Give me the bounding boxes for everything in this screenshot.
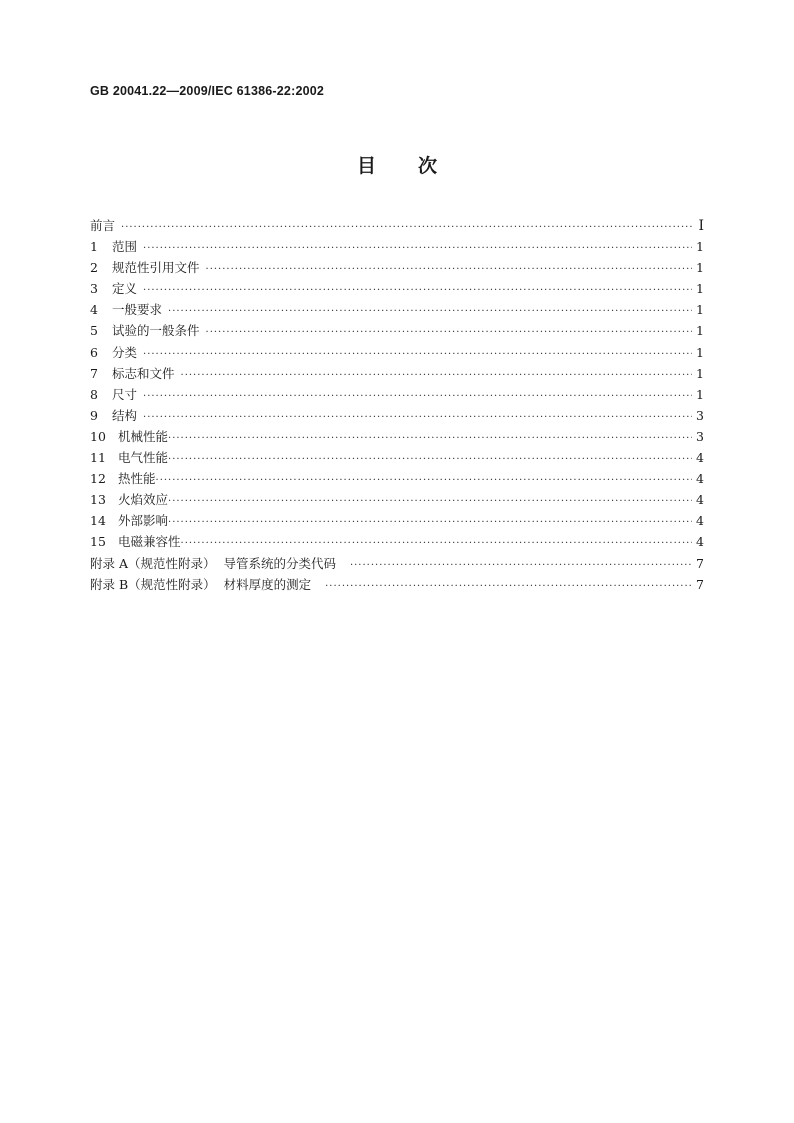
toc-entry-page: 1 [696, 302, 704, 318]
toc-entry-page: 4 [696, 492, 704, 508]
toc-entry-label: 前言 [90, 218, 116, 233]
toc-entry-label: 标志和文件 [112, 365, 175, 381]
toc-entry-label: 一般要求 [112, 302, 163, 318]
toc-entry-page: 3 [696, 428, 704, 444]
toc-leader-dots [168, 517, 692, 528]
toc-entry-8[interactable] [90, 385, 704, 406]
toc-leader-dots [121, 222, 692, 233]
toc-entry-page: 1 [696, 323, 704, 339]
toc-leader-dots [168, 433, 692, 444]
toc-entry-page: 1 [696, 260, 704, 276]
toc-entry-9[interactable] [90, 406, 704, 427]
toc-entry-12[interactable] [90, 469, 704, 490]
toc-entry-page: 4 [696, 450, 704, 466]
toc-leader-dots [168, 306, 692, 317]
toc-entry-number: 4 [90, 302, 98, 318]
toc-leader-dots [143, 349, 692, 360]
toc-leader-dots [325, 581, 692, 592]
toc-entry-3[interactable] [90, 279, 704, 300]
toc-entry-annex-b[interactable] [90, 575, 704, 596]
toc-entry-11[interactable] [90, 448, 704, 469]
table-of-contents [90, 216, 704, 596]
toc-entry-number: 13 [90, 492, 106, 508]
toc-leader-dots [206, 327, 692, 338]
toc-entry-number: 6 [90, 344, 98, 360]
toc-leader-dots [143, 243, 692, 254]
toc-title-part2: 次 [418, 155, 438, 177]
toc-entry-number: 3 [90, 281, 98, 297]
toc-entry-page: 4 [696, 534, 704, 550]
toc-entry-6[interactable] [90, 343, 704, 364]
toc-entry-number: 2 [90, 260, 98, 276]
toc-entry-label: 附录 A（规范性附录） 导管系统的分类代码 [90, 555, 336, 571]
standard-code-header: GB 20041.22—2009/IEC 61386-22:2002 [90, 84, 325, 98]
toc-entry-number: 12 [90, 471, 106, 487]
toc-entry-number: 10 [90, 428, 106, 444]
toc-entry-2[interactable] [90, 258, 704, 279]
toc-entry-number: 11 [90, 450, 106, 466]
toc-entry-page: 1 [696, 365, 704, 381]
toc-entry-10[interactable] [90, 427, 704, 448]
toc-title [0, 151, 794, 178]
toc-entry-label: 规范性引用文件 [112, 260, 200, 276]
toc-leader-dots [350, 560, 692, 571]
toc-entry-label: 范围 [112, 239, 138, 255]
toc-entry-number: 5 [90, 323, 98, 339]
toc-entry-label: 结构 [112, 407, 138, 423]
toc-leader-dots [168, 496, 692, 507]
toc-entry-page: 4 [696, 513, 704, 529]
toc-entry-label: 机械性能 [118, 428, 169, 444]
toc-entry-label: 火焰效应 [118, 492, 169, 508]
toc-entry-number: 14 [90, 513, 106, 529]
toc-entry-number: 7 [90, 365, 98, 381]
toc-entry-number: 1 [90, 239, 98, 255]
toc-entry-page: 4 [696, 471, 704, 487]
toc-entry-13[interactable] [90, 490, 704, 511]
toc-title-part1: 目 [356, 155, 376, 177]
toc-entry-page: 7 [696, 555, 704, 571]
toc-leader-dots [143, 285, 692, 296]
toc-entry-page: 3 [696, 407, 704, 423]
toc-entry-15[interactable] [90, 532, 704, 553]
toc-entry-label: 电气性能 [118, 450, 169, 466]
toc-entry-14[interactable] [90, 511, 704, 532]
toc-entry-label: 分类 [112, 344, 138, 360]
toc-entry-1[interactable] [90, 237, 704, 258]
toc-entry-annex-a[interactable] [90, 554, 704, 575]
toc-leader-dots [143, 391, 692, 402]
toc-leader-dots [206, 264, 692, 275]
toc-entry-page: I [698, 218, 704, 234]
toc-entry-5[interactable] [90, 321, 704, 342]
toc-entry-label: 附录 B（规范性附录） 材料厚度的测定 [90, 576, 312, 592]
toc-entry-number: 9 [90, 407, 98, 423]
toc-entry-page: 1 [696, 386, 704, 402]
toc-entry-label: 热性能 [118, 471, 156, 487]
toc-entry-page: 7 [696, 576, 704, 592]
toc-entry-label: 定义 [112, 281, 138, 297]
toc-leader-dots [156, 475, 692, 486]
toc-entry-label: 外部影响 [118, 513, 169, 529]
toc-entry-7[interactable] [90, 364, 704, 385]
toc-entry-page: 1 [696, 281, 704, 297]
toc-leader-dots [181, 538, 692, 549]
toc-entry-label: 电磁兼容性 [118, 534, 181, 550]
toc-entry-foreword[interactable] [90, 216, 704, 237]
toc-leader-dots [143, 412, 692, 423]
toc-leader-dots [181, 370, 692, 381]
toc-leader-dots [168, 454, 692, 465]
toc-entry-label: 试验的一般条件 [112, 323, 200, 339]
toc-entry-page: 1 [696, 239, 704, 255]
toc-entry-4[interactable] [90, 300, 704, 321]
toc-entry-number: 15 [90, 534, 106, 550]
toc-entry-label: 尺寸 [112, 386, 138, 402]
toc-entry-number: 8 [90, 386, 98, 402]
toc-entry-page: 1 [696, 344, 704, 360]
